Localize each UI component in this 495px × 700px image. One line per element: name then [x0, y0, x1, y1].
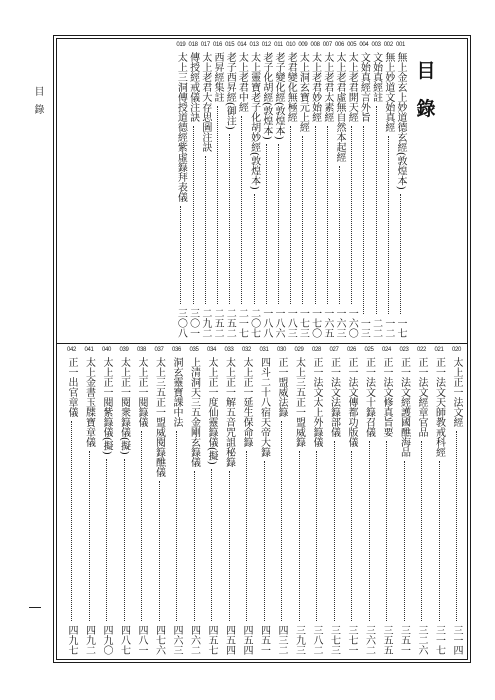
leader-dots [211, 469, 212, 621]
entry-page: 四六二 [188, 625, 200, 655]
toc-entry [322, 40, 333, 341]
entry-page: 四九七 [66, 625, 77, 655]
toc-entry [224, 40, 235, 341]
toc-entry [416, 345, 427, 658]
entry-title: 正一法文經護國醮海品 [398, 357, 410, 457]
toc-entry [297, 40, 308, 341]
leader-dots [386, 441, 387, 621]
entry-page: 一七〇 [309, 308, 321, 338]
entry-page: 三七一 [346, 625, 357, 655]
entry-page: 三七三 [328, 625, 340, 655]
leader-dots [205, 156, 206, 304]
toc-entry [364, 345, 375, 658]
toc-entry [84, 345, 95, 658]
entry-page: 四五四 [223, 625, 235, 655]
toc-entry [395, 40, 406, 341]
entry-number: 005 [347, 42, 357, 48]
toc-entry [383, 40, 394, 341]
entry-number: 006 [334, 42, 345, 48]
entry-number: 007 [322, 42, 332, 48]
entry-title: 正一法文修真旨要 [381, 357, 392, 437]
toc-entry [154, 345, 165, 658]
toc-entry [276, 345, 287, 658]
entry-number: 035 [189, 347, 199, 353]
entry-page: 二九二 [199, 308, 211, 338]
entry-number: 034 [206, 347, 217, 353]
entry-page: 三五五 [381, 625, 392, 655]
leader-dots [316, 451, 317, 621]
leader-dots [334, 441, 335, 621]
toc-entry [136, 345, 147, 658]
entry-title: 正一法文十籙召儀 [363, 357, 375, 437]
entry-page: 四九〇 [101, 625, 112, 655]
entry-title: 正一法文經章官品 [416, 357, 427, 437]
leader-dots [180, 206, 181, 304]
entry-title: 老子變化經(敦煌本) [273, 52, 284, 140]
leader-dots [71, 421, 72, 621]
entry-page: 一八三 [285, 308, 297, 338]
entry-title: 老君變化無極經 [285, 52, 297, 122]
toc-entry [451, 345, 462, 658]
leader-dots [404, 461, 405, 621]
entry-number: 001 [395, 42, 406, 48]
entry-title: 太上老君開天經 [346, 52, 358, 122]
entry-number: 021 [434, 347, 444, 353]
entry-number: 031 [259, 347, 269, 353]
entry-title: 太上正一解五音咒詛秘籙 [223, 357, 235, 467]
heading-char: 錄 [416, 98, 436, 120]
toc-entry [434, 345, 445, 658]
entry-number: 028 [311, 347, 322, 353]
entry-title: 太上洞玄寶元上經 [297, 52, 309, 132]
entry-number: 009 [298, 42, 308, 48]
entry-page: 三〇一 [187, 308, 199, 338]
margin-label: 目錄 [32, 86, 43, 122]
entry-title: 文始真經註 [370, 52, 382, 102]
entry-page: 四五七 [206, 625, 217, 655]
entry-number: 023 [399, 347, 409, 353]
toc-entry [261, 40, 272, 341]
entry-number: 040 [101, 347, 112, 353]
entry-number: 016 [212, 42, 223, 48]
toc-entry [249, 40, 260, 341]
entry-page: 四七六 [153, 625, 165, 655]
entry-number: 033 [224, 347, 234, 353]
entry-page: 二五二 [212, 308, 223, 338]
entry-page: 一二 [382, 318, 394, 338]
entry-number: 042 [66, 347, 77, 353]
entry-title: 太上老君虛無自然本起經 [334, 52, 345, 162]
toc-entry [212, 40, 223, 341]
entry-number: 019 [176, 42, 186, 48]
entry-number: 024 [381, 347, 392, 353]
toc-entry [285, 40, 296, 341]
toc-entry [334, 40, 345, 341]
leader-dots [278, 144, 279, 304]
entry-number: 025 [364, 347, 374, 353]
leader-dots [299, 451, 300, 621]
toc-entry [346, 345, 357, 658]
entry-number: 038 [136, 347, 147, 353]
entry-page: 一八六 [273, 308, 284, 338]
leader-dots [315, 126, 316, 304]
entry-number: 011 [274, 42, 283, 48]
leader-dots [376, 106, 377, 314]
entry-number: 002 [383, 42, 393, 48]
entry-page: 三一四 [451, 625, 462, 655]
entry-page: 四八七 [118, 625, 130, 655]
leader-dots [159, 481, 160, 621]
leader-dots [229, 134, 230, 304]
toc-entry [358, 40, 369, 341]
toc-heading [414, 48, 438, 138]
entry-number: 020 [451, 347, 462, 353]
entry-number: 036 [171, 347, 182, 353]
entry-page: 一八八 [260, 308, 272, 338]
entry-number: 027 [329, 347, 339, 353]
toc-entry [171, 345, 182, 658]
leader-dots [176, 431, 177, 621]
entry-title: 上清洞天三五金剛玄籙儀 [188, 357, 200, 467]
toc-entry [399, 345, 410, 658]
entry-title: 太上正一法文經 [451, 357, 462, 427]
entry-title: 正一法文法籙部儀 [328, 357, 340, 437]
entry-number: 013 [249, 42, 259, 48]
leader-dots [254, 194, 255, 304]
toc-entry [236, 40, 247, 341]
entry-title: 太上老君中經 [236, 52, 248, 112]
toc-entry [329, 345, 340, 658]
leader-dots [229, 471, 230, 621]
leader-dots [327, 126, 328, 304]
entry-page: 三九三 [293, 625, 305, 655]
entry-number: 018 [188, 42, 198, 48]
entry-number: 015 [225, 42, 235, 48]
entry-page: 二〇七 [248, 308, 260, 338]
band-divider [56, 343, 468, 344]
entry-page: 四六三 [171, 625, 182, 655]
entry-number: 008 [310, 42, 320, 48]
leader-dots [363, 126, 364, 314]
entry-page: 一六三 [334, 308, 345, 338]
leader-dots [351, 451, 352, 621]
leader-dots [400, 194, 401, 314]
toc-band-top [58, 40, 466, 341]
entry-number: 026 [346, 347, 357, 353]
leader-dots [246, 451, 247, 621]
entry-page: 三一七 [433, 625, 445, 655]
entry-page: 四八一 [136, 625, 147, 655]
entry-title: 太上三洞傳授道德經紫虛籙拜表儀 [175, 52, 187, 202]
toc-entry [224, 345, 235, 658]
entry-number: 014 [237, 42, 247, 48]
entry-title: 老子化胡經(敦煌本) [260, 52, 272, 140]
toc-entry [241, 345, 252, 658]
entry-page: 一三 [358, 318, 370, 338]
toc-entry [101, 345, 112, 658]
entry-number: 017 [200, 42, 210, 48]
leader-dots [141, 431, 142, 621]
toc-entry [66, 345, 77, 658]
entry-page: 一六〇 [346, 308, 358, 338]
entry-number: 012 [261, 42, 271, 48]
toc-entry [371, 40, 382, 341]
toc-entry [294, 345, 305, 658]
entry-page: 四五四 [241, 625, 252, 655]
leader-dots [290, 126, 291, 304]
toc-entry [273, 40, 284, 341]
entry-page: 二二 [370, 318, 382, 338]
entry-number: 030 [276, 347, 287, 353]
leader-dots [421, 441, 422, 621]
leader-dots [439, 461, 440, 621]
toc-entry [381, 345, 392, 658]
toc-entry [311, 345, 322, 658]
leader-dots [106, 459, 107, 621]
entry-title: 太上三五正一盟威籙 [293, 357, 305, 447]
toc-entry [189, 345, 200, 658]
heading-char: 目 [416, 60, 436, 82]
entry-title: 正一出官章儀 [66, 357, 77, 417]
entry-title: 洞玄靈寶課中法 [171, 357, 182, 427]
leader-dots [194, 471, 195, 621]
entry-title: 太上靈寶老子化胡妙經(敦煌本) [248, 52, 260, 190]
entry-page: 一七三 [297, 308, 309, 338]
leader-dots [264, 461, 265, 621]
entry-page: 一七 [395, 318, 406, 338]
entry-title: 文始真經言外旨 [358, 52, 370, 122]
entry-title: 老子西昇經(御注) [224, 52, 236, 130]
leader-dots [369, 441, 370, 621]
entry-title: 太上正一閱籙儀 [136, 357, 147, 427]
entry-title: 正一法文太上外籙儀 [311, 357, 322, 447]
entry-title: 西昇經集註 [212, 52, 223, 102]
leader-dots [339, 166, 340, 304]
entry-title: 太上正一度仙靈籙儀(擬) [206, 357, 217, 465]
entry-page: 一六五 [321, 308, 333, 338]
entry-page: 二五二 [224, 308, 236, 338]
entry-title: 太上正一閱紫籙儀(擬) [101, 357, 112, 455]
leader-dots [456, 431, 457, 621]
entry-page: 二一七 [236, 308, 248, 338]
leader-dots [281, 421, 282, 621]
entry-title: 太上老君妙始經 [309, 52, 321, 122]
entry-page: 三二六 [416, 625, 427, 655]
entry-page: 三八二 [311, 625, 322, 655]
leader-dots [266, 144, 267, 304]
entry-number: 022 [416, 347, 427, 353]
entry-number: 003 [371, 42, 381, 48]
leader-dots [241, 116, 242, 304]
leader-dots [388, 136, 389, 314]
toc-entry [206, 345, 217, 658]
entry-page: 三五一 [398, 625, 410, 655]
entry-title: 無上妙道文始真經 [382, 52, 394, 132]
entry-title: 太上老君太素經 [321, 52, 333, 122]
toc-entry [346, 40, 357, 341]
toc-entry [119, 345, 130, 658]
entry-title: 正一法文傳都功版儀 [346, 357, 357, 447]
entry-number: 004 [359, 42, 369, 48]
entry-page: 三〇八 [175, 308, 187, 338]
entry-title: 太上老君大存思圖注訣 [199, 52, 211, 152]
toc-entry [310, 40, 321, 341]
entry-title: 正一法文天師教戒科經 [433, 357, 445, 457]
leader-dots [89, 451, 90, 621]
entry-title: 正一盟威法籙 [276, 357, 287, 417]
toc-entry [175, 40, 186, 341]
entry-title: 太上正一閱衆籙儀(擬) [118, 357, 130, 455]
toc-entry [188, 40, 199, 341]
entry-number: 010 [286, 42, 296, 48]
entry-title: 太上三五正一盟威閱籙醮儀 [153, 357, 165, 477]
toc-entry [200, 40, 211, 341]
entry-number: 037 [154, 347, 164, 353]
folio [30, 600, 31, 609]
entry-number: 039 [119, 347, 129, 353]
entry-number: 029 [294, 347, 304, 353]
entry-title: 無上金玄上妙道德玄經(敦煌本) [395, 52, 406, 190]
entry-title: 傳授經戒儀注訣 [187, 52, 199, 122]
entry-number: 041 [84, 347, 94, 353]
entry-page: 三六二 [363, 625, 375, 655]
entry-page: 四五一 [258, 625, 270, 655]
toc-entry [259, 345, 270, 658]
entry-title: 四斗二十八宿天帝大籙 [258, 357, 270, 457]
leader-dots [124, 459, 125, 621]
leader-dots [302, 136, 303, 304]
entry-title: 太上正一延生保命籙 [241, 357, 252, 447]
leader-dots [351, 126, 352, 304]
entry-title: 太上金書玉牒寶章儀 [83, 357, 95, 447]
entry-page: 四九二 [83, 625, 95, 655]
entry-number: 032 [241, 347, 252, 353]
leader-dots [217, 106, 218, 304]
leader-dots [193, 126, 194, 304]
toc-band-bottom [58, 345, 466, 658]
entry-page: 四三二 [276, 625, 287, 655]
